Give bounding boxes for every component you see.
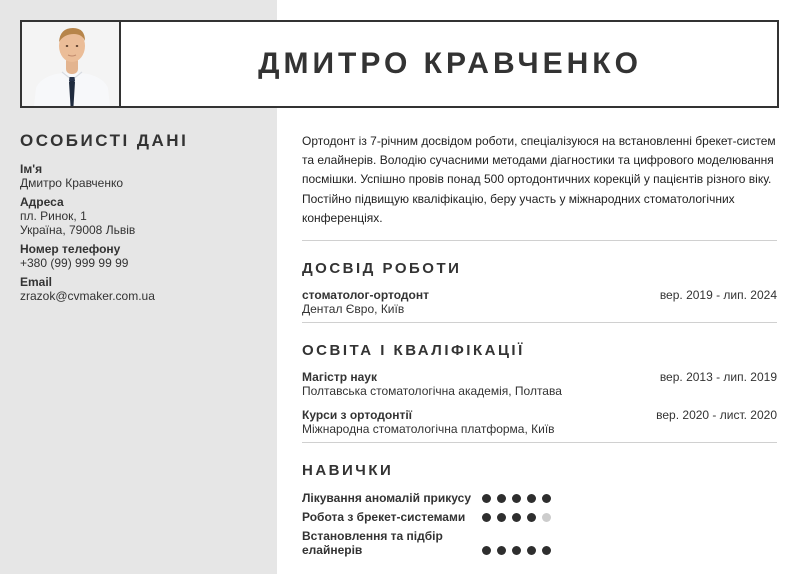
main-content [302,132,777,561]
rating-dot-filled [497,513,506,522]
phone-value: +380 (99) 999 99 99 [20,256,129,270]
name-label: Ім'я [20,162,43,176]
rating-dot-filled [527,546,536,555]
rating-dot-filled [482,494,491,503]
rating-dot-filled [542,546,551,555]
rating-dot-filled [497,494,506,503]
skills-title: НАВИЧКИ [302,462,394,480]
rating-dot-filled [527,494,536,503]
skill-name [302,529,480,557]
skill-row [302,491,777,510]
address-label: Адреса [20,195,64,209]
profile-summary: Ортодонт із 7-річним досвідом роботи, спеціалізуюся на встановленні брекет-систем та елайнерів. Володію сучасними методами діагностики та цифрового моделювання посмішки. Успішно провів понад 500 ортодонтичних корекцій у пацієнтів різного віку. Постійно підвищую кваліфікацію, беру участь у міжнародних стоматологічних конференціях. [302,134,776,225]
skill-row [302,510,777,529]
rating-dot-filled [512,513,521,522]
skill-row [302,529,777,561]
experience-title: ДОСВІД РОБОТИ [302,260,462,278]
full-name-heading: ДМИТРО КРАВЧЕНКО [258,47,642,80]
rating-dot-filled [512,494,521,503]
skill-rating [482,494,551,503]
degree-title: Курси з ортодонтії [302,408,413,423]
skill-name-line: Встановлення та підбір [302,529,443,544]
phone-label: Номер телефону [20,242,121,256]
personal-details-title: ОСОБИСТІ ДАНІ [20,131,189,150]
skill-rating [482,513,551,522]
skill-name: Робота з брекет-системами [302,510,466,525]
education-dates: вер. 2020 - лист. 2020 [656,408,777,423]
job-dates: вер. 2019 - лип. 2024 [659,288,777,303]
name-field [20,162,265,190]
phone-field [20,242,265,270]
skill-rating [482,546,551,555]
name-value: Дмитро Кравченко [20,176,124,190]
email-label: Email [20,275,53,289]
employer: Дентал Євро, Київ [302,302,405,317]
rating-dot-empty [542,513,551,522]
rating-dot-filled [542,494,551,503]
email-value: zrazok@cvmaker.com.ua [20,289,155,303]
address-field [20,195,265,237]
divider [302,240,777,241]
rating-dot-filled [482,513,491,522]
profile-photo [22,22,121,106]
rating-dot-filled [482,546,491,555]
job-title: стоматолог-ортодонт [302,288,429,303]
experience-entry [302,288,777,320]
institution: Міжнародна стоматологічна платформа, Київ [302,422,555,437]
rating-dot-filled [512,546,521,555]
education-entry [302,370,777,402]
person-portrait-icon [22,22,121,106]
divider [302,442,777,443]
skill-name-line: елайнерів [302,543,363,558]
divider [302,322,777,323]
education-dates: вер. 2013 - лип. 2019 [659,370,777,385]
email-field [20,275,265,303]
rating-dot-filled [497,546,506,555]
rating-dot-filled [527,513,536,522]
address-line-1: пл. Ринок, 1 [20,209,87,223]
education-title: ОСВІТА І КВАЛІФІКАЦІЇ [302,342,525,360]
personal-details [20,131,265,308]
skill-name: Лікування аномалій прикусу [302,491,471,506]
institution: Полтавська стоматологічна академія, Полтава [302,384,562,399]
address-line-2: Україна, 79008 Львів [20,223,136,237]
header-box [20,20,779,108]
education-entry [302,408,777,440]
degree-title: Магістр наук [302,370,377,385]
